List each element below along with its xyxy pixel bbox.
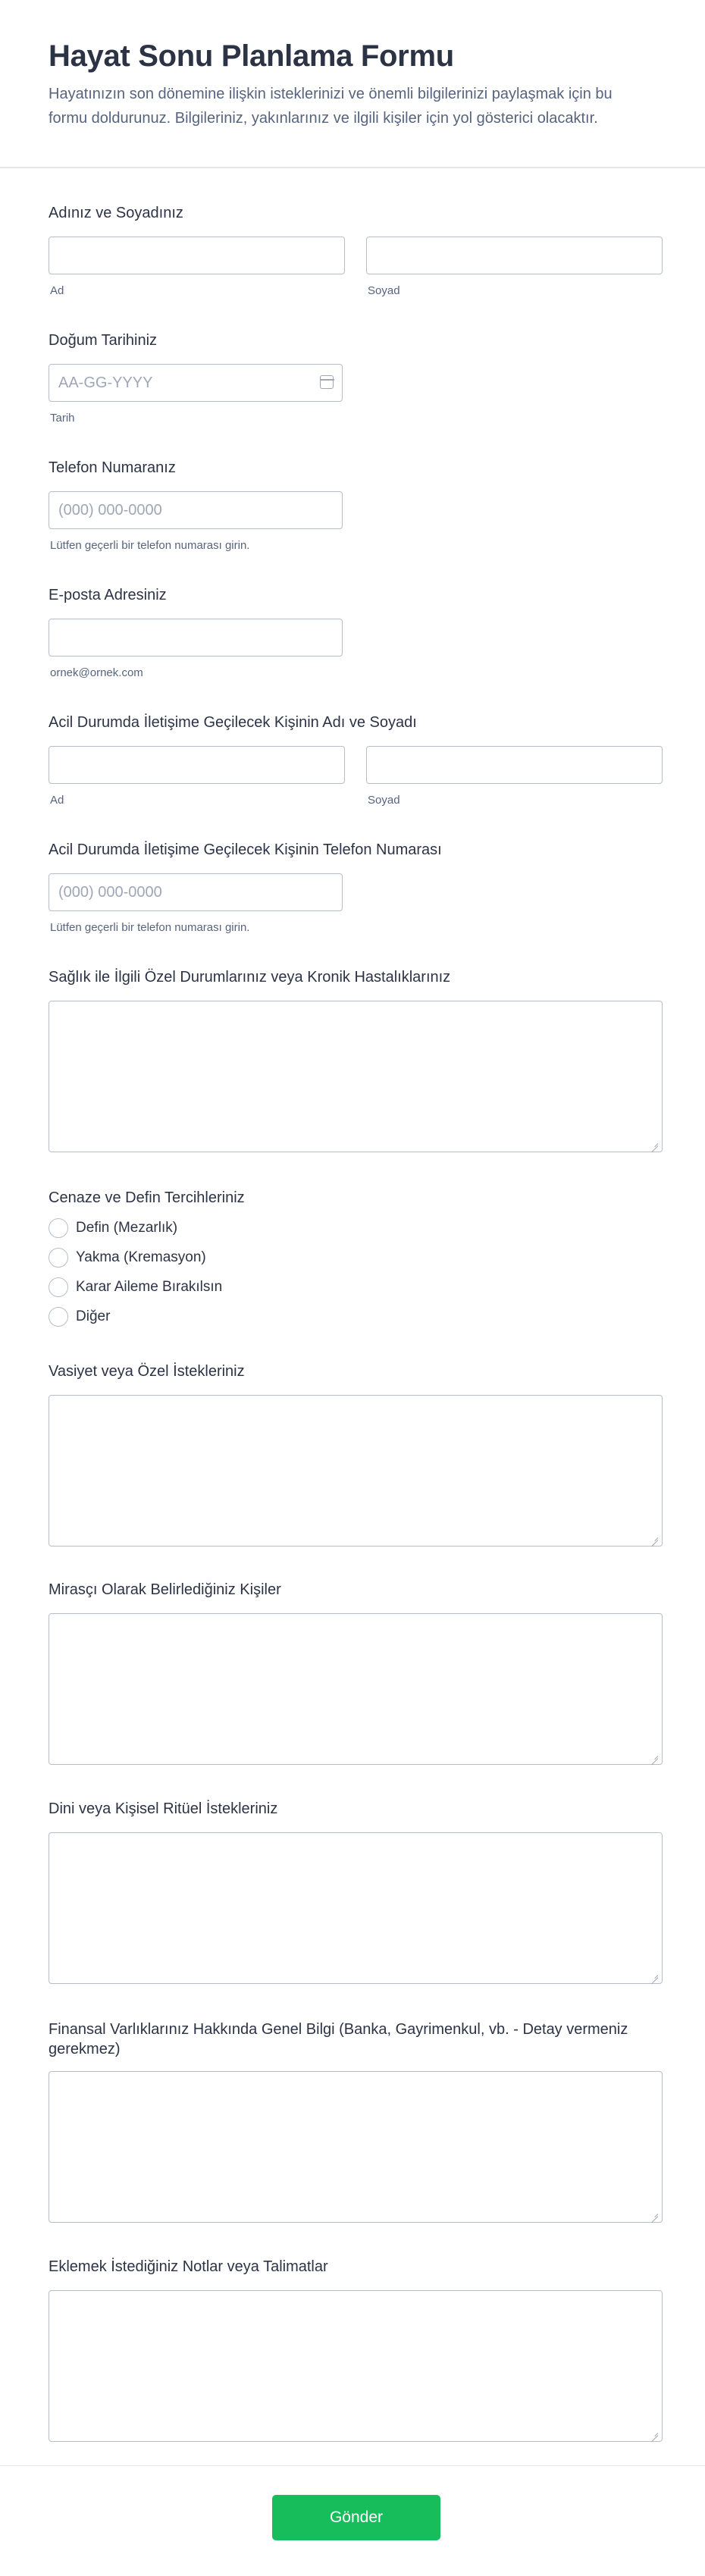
- emergency-phone-field: [49, 840, 663, 939]
- resize-grip-icon[interactable]: [650, 1140, 658, 1148]
- birth-date-input[interactable]: [49, 364, 343, 402]
- form-subtitle: Hayatınızın son dönemine ilişkin isteklerinizi ve önemli bilgilerinizi paylaşmak için bu formu doldurunuz. Bilgileriniz, yakınlarınız ve ilgili kişiler için yol gösterici olacaktır.: [49, 86, 613, 127]
- birth-date-label: Doğum Tarihiniz: [49, 332, 158, 349]
- notes-label: Eklemek İstediğiniz Notlar veya Talimatlar: [49, 2258, 328, 2275]
- last-name-sublabel: Soyad: [368, 284, 400, 297]
- heirs-field: [49, 1580, 663, 1768]
- rituals-field: [49, 1799, 663, 1987]
- emergency-phone-sublabel: Lütfen geçerli bir telefon numarası girin.: [50, 921, 250, 934]
- form-footer: [0, 2465, 705, 2576]
- emergency-name-label: Acil Durumda İletişime Geçilecek Kişinin Adı ve Soyadı: [49, 714, 417, 731]
- phone-sublabel: Lütfen geçerli bir telefon numarası girin.: [50, 539, 250, 552]
- form-header: [0, 0, 705, 168]
- health-label: Sağlık ile İlgili Özel Durumlarınız veya Kronik Hastalıklarınız: [49, 969, 451, 986]
- phone-label: Telefon Numaranız: [49, 459, 176, 476]
- radio-option-cremation[interactable]: [49, 1246, 206, 1269]
- emergency-first-name-input[interactable]: [49, 746, 345, 784]
- radio-option-burial[interactable]: [49, 1217, 177, 1239]
- full-name-label: Adınız ve Soyadınız: [49, 205, 183, 221]
- resize-grip-icon[interactable]: [650, 2211, 658, 2218]
- notes-textarea[interactable]: [49, 2290, 663, 2442]
- resize-grip-icon[interactable]: [650, 1534, 658, 1542]
- notes-field: [49, 2257, 663, 2445]
- heirs-textarea[interactable]: [49, 1613, 663, 1765]
- email-sublabel: ornek@ornek.com: [50, 666, 143, 679]
- radio-label: Diğer: [76, 1308, 111, 1324]
- emergency-last-name-input[interactable]: [366, 746, 663, 784]
- finance-label: Finansal Varlıklarınız Hakkında Genel Bilgi (Banka, Gayrimenkul, vb. - Detay vermeniz gerekmez): [49, 2021, 628, 2057]
- emergency-first-name-sublabel: Ad: [50, 794, 64, 807]
- heirs-label: Mirasçı Olarak Belirlediğiniz Kişiler: [49, 1581, 281, 1598]
- email-input[interactable]: [49, 619, 343, 657]
- emergency-phone-input[interactable]: [49, 873, 343, 911]
- emergency-phone-label: Acil Durumda İletişime Geçilecek Kişinin Telefon Numarası: [49, 841, 442, 858]
- resize-grip-icon[interactable]: [650, 1753, 658, 1760]
- will-field: [49, 1362, 663, 1550]
- finance-field: [49, 2020, 663, 2226]
- email-field: [49, 585, 663, 684]
- will-textarea[interactable]: [49, 1395, 663, 1547]
- birth-date-field: [49, 331, 663, 429]
- resize-grip-icon[interactable]: [650, 1972, 658, 1979]
- finance-textarea[interactable]: [49, 2071, 663, 2223]
- funeral-label: Cenaze ve Defin Tercihleriniz: [49, 1189, 245, 1206]
- first-name-sublabel: Ad: [50, 284, 64, 297]
- will-label: Vasiyet veya Özel İstekleriniz: [49, 1363, 245, 1380]
- first-name-input[interactable]: [49, 237, 345, 274]
- full-name-field: [49, 203, 663, 302]
- submit-button[interactable]: Gönder: [272, 2495, 440, 2540]
- rituals-label: Dini veya Kişisel Ritüel İstekleriniz: [49, 1800, 278, 1817]
- funeral-field: [49, 1188, 663, 1340]
- health-field: [49, 967, 663, 1155]
- last-name-input[interactable]: [366, 237, 663, 274]
- birth-date-wrapper: [49, 364, 343, 402]
- radio-option-other[interactable]: [49, 1305, 110, 1328]
- radio-button[interactable]: [49, 1307, 68, 1327]
- radio-button[interactable]: [49, 1218, 68, 1238]
- rituals-textarea[interactable]: [49, 1832, 663, 1984]
- phone-input[interactable]: [49, 491, 343, 529]
- calendar-icon[interactable]: [320, 375, 334, 389]
- radio-button[interactable]: [49, 1277, 68, 1297]
- phone-field: [49, 458, 663, 556]
- resize-grip-icon[interactable]: [650, 2430, 658, 2437]
- form-title: Hayat Sonu Planlama Formu: [49, 39, 454, 73]
- radio-label: Yakma (Kremasyon): [76, 1249, 206, 1265]
- birth-date-sublabel: Tarih: [50, 412, 75, 425]
- emergency-last-name-sublabel: Soyad: [368, 794, 400, 807]
- health-textarea[interactable]: [49, 1001, 663, 1152]
- radio-button[interactable]: [49, 1248, 68, 1268]
- emergency-name-field: [49, 713, 663, 811]
- email-label: E-posta Adresiniz: [49, 587, 167, 603]
- radio-label: Karar Aileme Bırakılsın: [76, 1279, 223, 1295]
- radio-label: Defin (Mezarlık): [76, 1220, 178, 1236]
- radio-option-family-decides[interactable]: [49, 1276, 222, 1299]
